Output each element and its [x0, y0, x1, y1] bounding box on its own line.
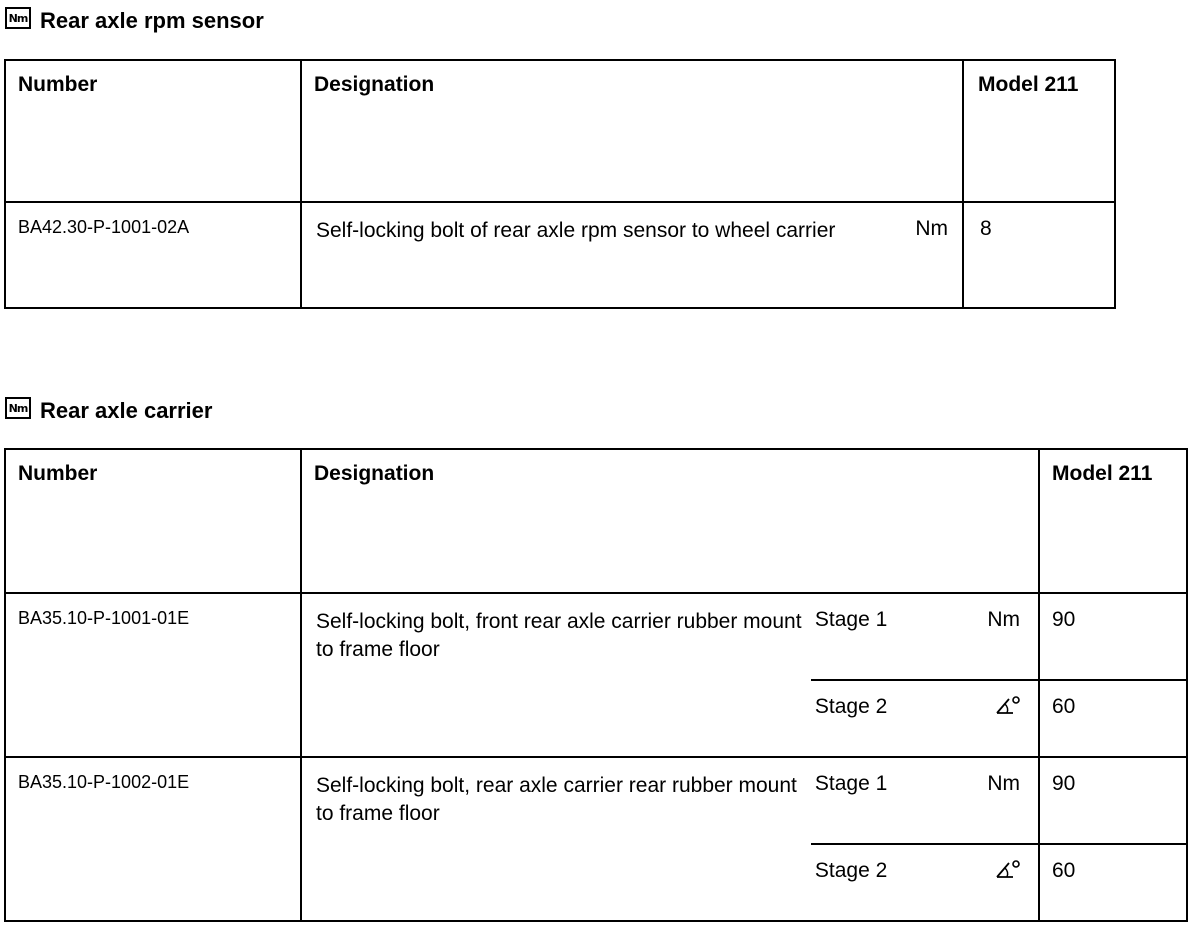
torque-value: 90 — [1039, 757, 1187, 844]
stage-label: Stage 1 — [814, 608, 888, 631]
designation-text: Self-locking bolt, rear axle carrier rear rubber mount to frame floor — [301, 757, 811, 921]
section-title-rpm-sensor — [5, 8, 264, 34]
header-model: Model 211 — [1039, 449, 1187, 593]
stage-row — [811, 593, 1039, 680]
table-header-row — [5, 60, 1115, 202]
section-title-axle-carrier — [5, 398, 212, 424]
stage-row — [811, 680, 1039, 757]
torque-table-axle-carrier — [4, 448, 1188, 922]
unit-label: Nm — [898, 202, 963, 308]
stage-label: Stage 2 — [814, 859, 888, 882]
part-number: BA42.30-P-1001-02A — [5, 202, 301, 308]
table-row — [5, 757, 1187, 844]
header-designation: Designation — [301, 60, 963, 202]
stage-label: Stage 1 — [814, 772, 888, 795]
table-row — [5, 202, 1115, 308]
angle-value: 60 — [1039, 680, 1187, 757]
header-designation: Designation — [301, 449, 1039, 593]
header-number: Number — [5, 60, 301, 202]
torque-value: 90 — [1039, 593, 1187, 680]
nm-torque-icon: Nm — [5, 7, 31, 29]
designation-text: Self-locking bolt, front rear axle carrier rubber mount to frame floor — [301, 593, 811, 757]
part-number: BA35.10-P-1002-01E — [5, 757, 301, 921]
unit-label: Nm — [987, 608, 1020, 631]
unit-label: Nm — [987, 772, 1020, 795]
stage-label: Stage 2 — [814, 695, 888, 718]
part-number: BA35.10-P-1001-01E — [5, 593, 301, 757]
table-row — [5, 593, 1187, 680]
section-title-text: Rear axle carrier — [40, 398, 213, 423]
torque-value: 8 — [963, 202, 1115, 308]
nm-torque-icon: Nm — [5, 397, 31, 419]
angle-value: 60 — [1039, 844, 1187, 921]
table-header-row — [5, 449, 1187, 593]
header-number: Number — [5, 449, 301, 593]
torque-table-rpm-sensor — [4, 59, 1116, 309]
designation-text: Self-locking bolt of rear axle rpm sensor to wheel carrier — [301, 202, 898, 308]
angle-degree-icon — [994, 695, 1020, 719]
stage-row — [811, 844, 1039, 921]
header-model: Model 211 — [963, 60, 1115, 202]
stage-row — [811, 757, 1039, 844]
angle-degree-icon — [994, 859, 1020, 883]
section-title-text: Rear axle rpm sensor — [40, 8, 264, 33]
